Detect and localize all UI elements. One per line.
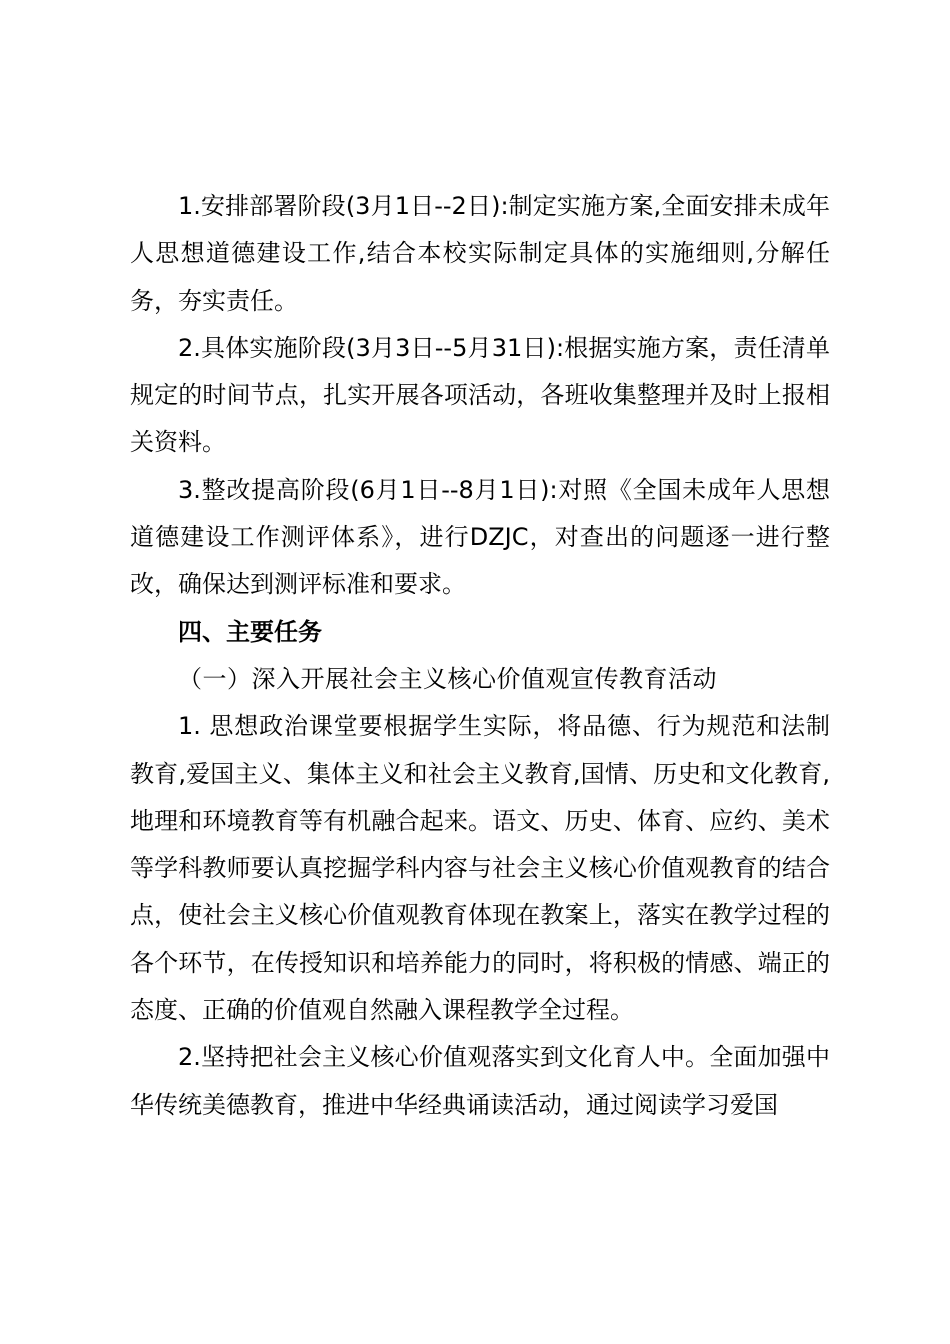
paragraph-task-1: 1. 思想政治课堂要根据学生实际，将品德、行为规范和法制教育,爱国主义、集体主义和社会主义教育,国情、历史和文化教育,地理和环境教育等有机融合起来。语文、历史、体育、应约、美术等学科教师要认真挖掘学科内容与社会主义核心价值观教育的结合点，使社会主义核心价值观教育体现在教案上，落实在教学过程的各个环节，在传授知识和培养能力的同时，将积极的情感、端正的态度、正确的价值观自然融入课程教学全过程。 [130,712,830,1025]
document-body [130,183,830,1129]
paragraph-stage-3: 3.整改提高阶段(6月1日--8月1日):对照《全国未成年人思想道德建设工作测评体系》，进行DZJC，对查出的问题逐一进行整改，确保达到测评标准和要求。 [130,475,830,599]
paragraph-stage-2: 2.具体实施阶段(3月3日--5月31日):根据实施方案，责任清单规定的时间节点，扎实开展各项活动，各班收集整理并及时上报相关资料。 [130,333,830,457]
paragraph-stage-1: 1.安排部署阶段(3月1日--2日):制定实施方案,全面安排未成年人思想道德建设工作,结合本校实际制定具体的实施细则,分解任务，夯实责任。 [130,192,830,315]
paragraph-task-2: 2.坚持把社会主义核心价值观落实到文化育人中。全面加强中华传统美德教育，推进中华经典诵读活动，通过阅读学习爱国 [130,1043,830,1119]
section-heading: 四、主要任务 [178,617,322,646]
subsection-heading: （一）深入开展社会主义核心价值观宣传教育活动 [178,664,717,693]
